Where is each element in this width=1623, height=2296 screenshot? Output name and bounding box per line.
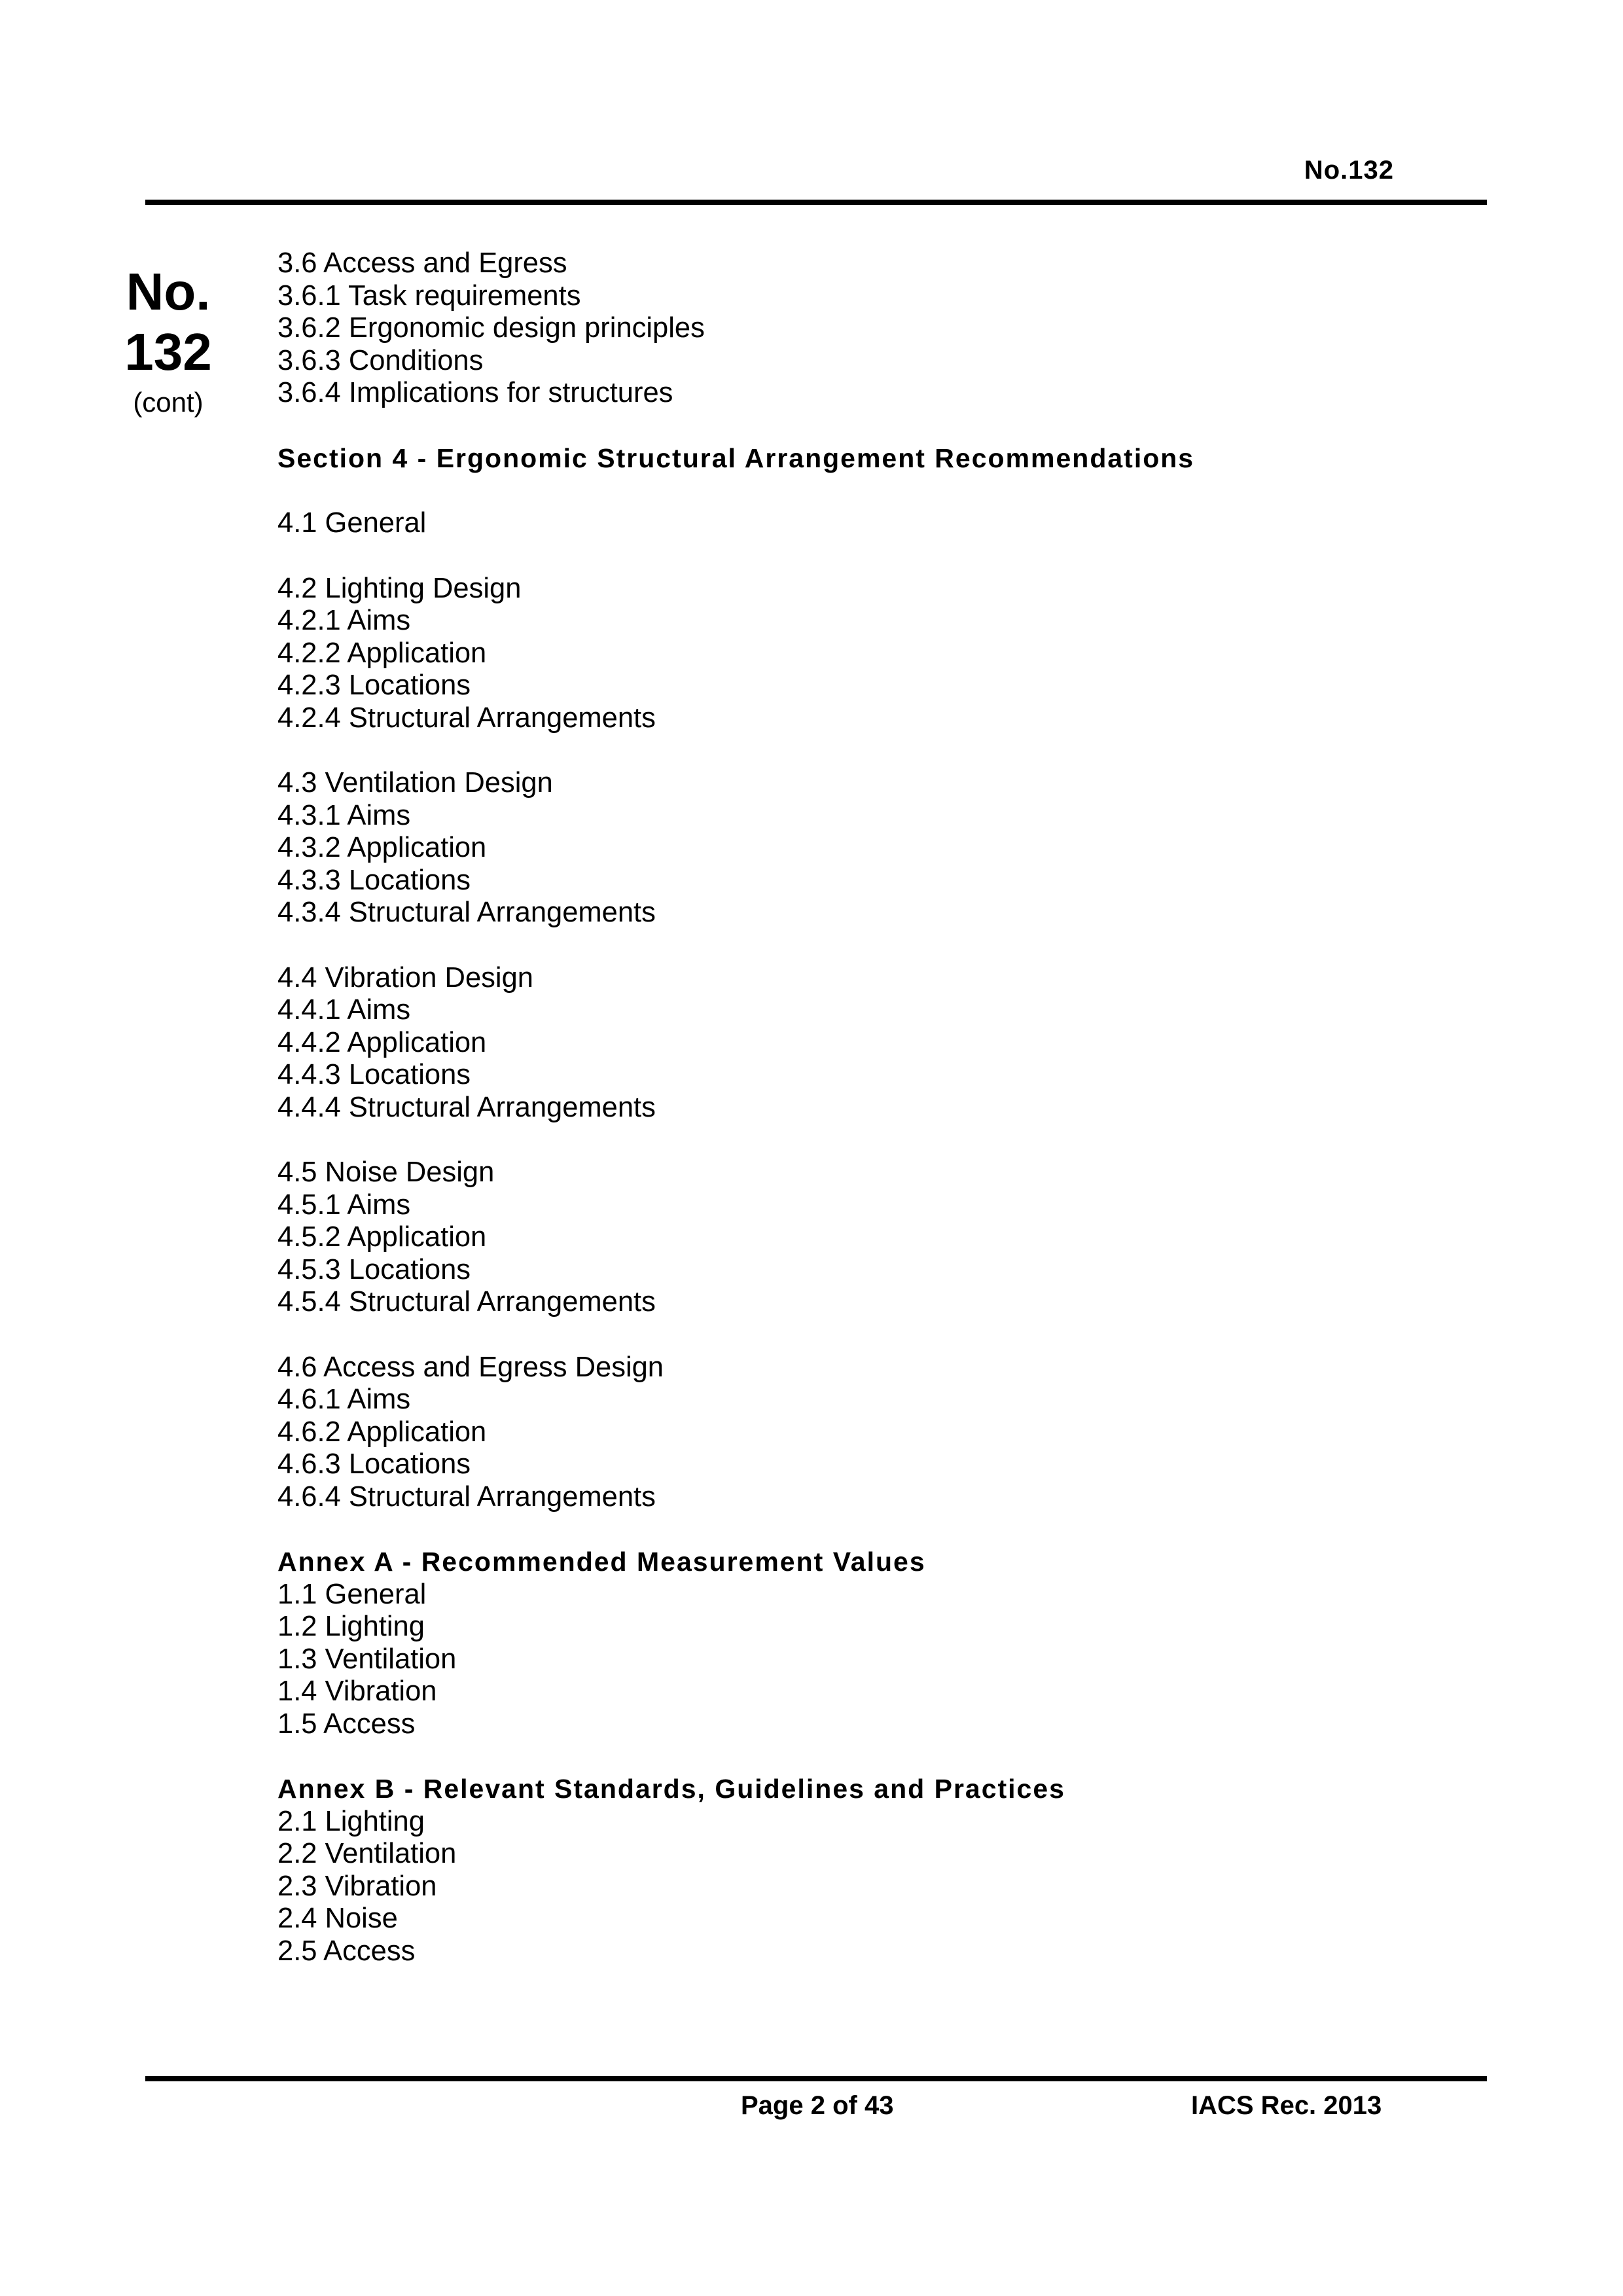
- toc-item: 4.5 Noise Design: [277, 1157, 495, 1188]
- toc-group: [277, 507, 1455, 540]
- toc-item: 2.3 Vibration: [277, 1870, 437, 1902]
- header-rule: [145, 200, 1487, 205]
- toc-item: 2.1 Lighting: [277, 1805, 425, 1837]
- toc-item: 4.4.3 Locations: [277, 1059, 471, 1090]
- toc-item: 1.4 Vibration: [277, 1676, 437, 1707]
- toc-item: 4.4.1 Aims: [277, 994, 411, 1026]
- side-no: No.: [126, 262, 211, 321]
- toc-group: [277, 573, 1455, 735]
- side-cont: (cont): [133, 387, 204, 418]
- toc-item: 4.6.2 Application: [277, 1416, 487, 1448]
- toc-item: 4.3.4 Structural Arrangements: [277, 897, 656, 928]
- toc-item: 4.1 General: [277, 507, 427, 539]
- toc-item: 4.5.1 Aims: [277, 1189, 411, 1221]
- header-doc-number: No.132: [1304, 156, 1394, 185]
- toc-item: 3.6 Access and Egress: [277, 247, 567, 279]
- toc-item: 3.6.3 Conditions: [277, 344, 484, 376]
- toc-group: [277, 767, 1455, 929]
- toc-item: 4.2.4 Structural Arrangements: [277, 702, 656, 734]
- toc-item: 2.5 Access: [277, 1935, 416, 1967]
- toc-group: [277, 442, 1455, 475]
- toc-item: 4.3 Ventilation Design: [277, 767, 553, 798]
- toc-item: 4.4.2 Application: [277, 1026, 487, 1058]
- toc-group: [277, 1352, 1455, 1514]
- side-number: 132: [124, 323, 212, 381]
- toc-item: 2.4 Noise: [277, 1903, 398, 1934]
- toc-item: 4.4 Vibration Design: [277, 961, 533, 994]
- toc-item: 4.5.3 Locations: [277, 1253, 471, 1285]
- toc-item: 2.2 Ventilation: [277, 1838, 457, 1869]
- toc-item: 4.4.4 Structural Arrangements: [277, 1091, 656, 1123]
- toc-item: 3.6.4 Implications for structures: [277, 377, 673, 408]
- toc-section-heading: Annex A - Recommended Measurement Values: [277, 1547, 926, 1577]
- toc-item: 3.6.2 Ergonomic design principles: [277, 312, 705, 344]
- toc-group: [277, 1157, 1455, 1319]
- toc-item: 4.6.4 Structural Arrangements: [277, 1480, 656, 1513]
- toc-item: 4.5.4 Structural Arrangements: [277, 1286, 656, 1318]
- toc-group: [277, 247, 1455, 410]
- toc-group: [277, 1773, 1455, 1967]
- table-of-contents: [277, 247, 1455, 2000]
- toc-item: 4.3.2 Application: [277, 832, 487, 863]
- toc-item: 1.1 General: [277, 1578, 427, 1610]
- toc-item: 4.2 Lighting Design: [277, 572, 522, 604]
- toc-group: [277, 962, 1455, 1124]
- toc-item: 4.2.2 Application: [277, 637, 487, 669]
- footer-rule: [145, 2076, 1487, 2081]
- toc-item: 3.6.1 Task requirements: [277, 279, 581, 312]
- side-document-label: [119, 262, 217, 419]
- toc-item: 4.2.3 Locations: [277, 670, 471, 701]
- toc-item: 1.2 Lighting: [277, 1611, 425, 1642]
- toc-item: 1.3 Ventilation: [277, 1643, 457, 1675]
- toc-section-heading: Section 4 - Ergonomic Structural Arrangement Recommendations: [277, 442, 1195, 473]
- toc-item: 4.3.3 Locations: [277, 864, 471, 896]
- footer-rec-label: IACS Rec. 2013: [1191, 2091, 1382, 2120]
- toc-item: 4.5.2 Application: [277, 1221, 487, 1253]
- footer-page-number: Page 2 of 43: [741, 2091, 894, 2120]
- toc-item: 4.2.1 Aims: [277, 605, 411, 636]
- toc-item: 1.5 Access: [277, 1708, 416, 1740]
- toc-item: 4.6 Access and Egress Design: [277, 1351, 664, 1383]
- toc-section-heading: Annex B - Relevant Standards, Guidelines and Practices: [277, 1774, 1065, 1804]
- toc-item: 4.6.3 Locations: [277, 1448, 471, 1480]
- toc-group: [277, 1546, 1455, 1740]
- toc-item: 4.6.1 Aims: [277, 1384, 411, 1415]
- toc-item: 4.3.1 Aims: [277, 799, 411, 831]
